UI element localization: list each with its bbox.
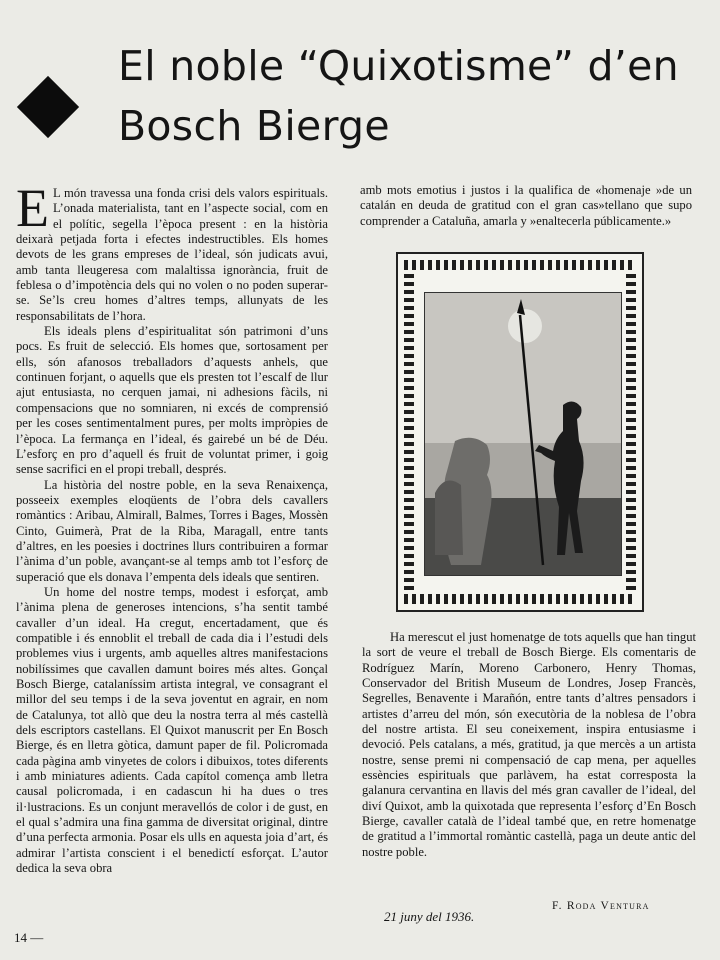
article-author: F. Roda Ventura <box>552 900 650 912</box>
right-column-bottom <box>362 630 696 860</box>
paragraph-2: Els ideals plens d’espiritualitat són patrimoni d’uns pocs. Es fruit de selecció. Els homes que, sortosament per ells, són afanosos treballadors d’aquests anhels, que continuen forjant, o aquells que els presten tot l’escalf de llur ajut entusiasta, no cerquen jamai, ni adhesions fàcils, ni compensacions que no somniaren, ni excés de comprensió per les coses sentimentalment pures, per molts impròpies de l’època. La fermança en l’ideal, és gairebé un bé de Déu. L’esforç en pro d’aquell és fruit de voluntat primer, i goig sense sacrifici en el propi treball, després. <box>16 324 328 477</box>
left-column <box>16 178 328 876</box>
diamond-ornament-icon <box>17 76 79 138</box>
frame-pattern-right <box>626 274 636 590</box>
article-title: El noble “Quixotisme” d’en Bosch Bierge <box>118 42 679 150</box>
paragraph-4: Un home del nostre temps, modest i esforçat, amb l’ànima plena de generoses intencions, s’ha sentit també cavaller d’un ideal. Ha cregut, encertadament, que és compatible i és ennoblit el treball de cada dia i l’estudi dels problemes vius i urgents, amb aquelles altres manifestacions nobilíssimes que cavallen damunt boires més altes. Gonçal Bosch Bierge, catalaníssim artista integral, ve consagrant el millor del seu temps i de la seva joventut en agrair, en nom de Catalunya, tot allò que deu la nostra terra al més castellà dels escriptors castellans. El Quixot manuscrit per En Bosch Bierge, és en lletra gòtica, damunt paper de fil. Policromada cada pàgina amb vinyetes de colors i dibuixos, totes diferents i amb miniatures adients. Cada capítol comença amb lletra causal policromada, i en cadascun hi ha dues o tres il·lustracions. Es un conjunt meravellós de color i de gust, en el qual s’admira una fina gamma de diversitat original, dintre d’una perfecta armonia. Posar els ulls en aquesta joia d’art, és admirar l’artista conscient i el benedictí esforçat. L’autor dedica la seva obra <box>16 584 328 876</box>
illustration-artwork <box>424 292 622 576</box>
frame-pattern-bottom <box>404 594 636 604</box>
frame-pattern-left <box>404 274 414 590</box>
quote-paragraph: amb mots emotius i justos i la qualifica de «homenaje »de un catalán en deuda de gratitud con el gran cas»tellano que supo comprender a Cataluña, amarla y »enaltecerla públicamente.» <box>360 183 692 228</box>
paragraph-1: E L món travessa una fonda crisi dels valors espirituals. L’onada materialista, tant en l’aspecte social, com en el polític, segella l’època present : en la història deixarà petjada forta i efectes indestructibles. Els homes devots de les grans empreses de l’ideal, són judicats avui, amb tanta lleugeresa com malaltissa ignorància, fruit de feblesa o d’impotència dels qui no volen o no poden superar-se. Se’ls creu homes d’altres temps, allunyats de les responsabilitats de l’hora. <box>16 178 328 323</box>
drop-cap: E <box>16 178 49 238</box>
frame-pattern-top <box>404 260 636 270</box>
quixote-illustration <box>396 252 644 612</box>
paragraph-3: La història del nostre poble, en la seva Renaixença, posseeix exemples eloqüents de l’obra dels cavallers romàntics : Aribau, Almirall, Balmes, Torres i Bages, Mossèn Cinto, Guimerà, Prat de la Riba, Maragall, entre tants d’altres, en les poesies i doctrines llurs contribuiren a formar l’ànima d’un poble, avançant-se al temps amb tot l’esforç de superació que els donava l’empenta dels ideals que sentiren. <box>16 477 328 584</box>
right-column-top <box>360 183 692 229</box>
closing-paragraph: Ha merescut el just homenatge de tots aquells que han tingut la sort de veure el treball de Bosch Bierge. Els comentaris de Rodríguez Marín, Moreno Carbonero, Henry Thomas, Conservador del British Museum de Londres, Josep Francès, Segrelles, Benavente i Marañón, entre tants d’altres pensadors i artistes d’arreu del món, són executòria de la noblesa de l’obra del nostre artista. El seu coneixement, inspira entusiasme i devoció. Pels catalans, a més, gratitud, ja que mercès a un artista nostre, sense premi ni compensació de cap mena, per aquelles essències espirituals que parlàvem, ha estat corresposta la galanura cervantina en llavis del més gran cavaller de l’ideal, del diví Quixot, amb la quixotada que representa l’esforç d’En Bosch Bierge, cavaller català de l’ideal també que, en retre homenatge de gratitud a l’immortal romàntic castellà, paga un deute antic del nostre poble. <box>362 630 696 859</box>
knight-with-lance-icon <box>425 293 621 575</box>
page-number: 14 — <box>14 930 44 945</box>
article-date: 21 juny del 1936. <box>384 909 475 924</box>
